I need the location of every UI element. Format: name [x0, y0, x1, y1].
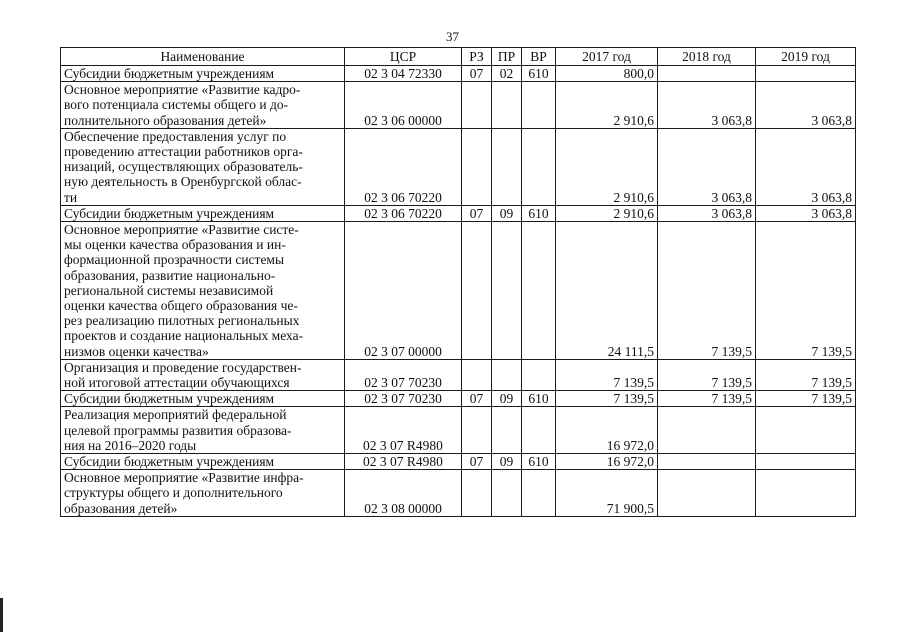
row-name-line: Основное мероприятие «Развитие инфра- [64, 470, 304, 486]
row-vr [522, 470, 556, 517]
row-name-line: низмов оценки качества» [64, 343, 209, 359]
row-name [61, 391, 345, 407]
row-2017: 16 972,0 [556, 454, 658, 470]
row-vr [522, 222, 556, 360]
row-vr [522, 359, 556, 390]
row-2017: 2 910,6 [556, 82, 658, 129]
header-vr: ВР [522, 48, 556, 66]
row-2017: 24 111,5 [556, 222, 658, 360]
row-name-line: полнительного образования детей» [64, 112, 267, 128]
row-name-line: проведению аттестации работников орга- [64, 144, 303, 160]
row-name-line: низаций, осуществляющих образователь- [64, 159, 303, 175]
row-name-line: Субсидии бюджетным учреждениям [64, 66, 275, 81]
row-name-line: мы оценки качества образования и ин- [64, 237, 286, 253]
row-name-line: оценки качества общего образования че- [64, 298, 298, 314]
row-2017: 71 900,5 [556, 470, 658, 517]
table-body [61, 66, 856, 517]
row-vr [522, 128, 556, 205]
row-2019 [756, 470, 856, 517]
row-rz: 07 [462, 66, 492, 82]
table-row [61, 205, 856, 221]
row-2017: 7 139,5 [556, 391, 658, 407]
row-name-line: ния на 2016–2020 годы [64, 437, 197, 453]
row-csr: 02 3 06 70220 [345, 205, 462, 221]
row-vr: 610 [522, 454, 556, 470]
row-vr: 610 [522, 391, 556, 407]
row-name-line: образования детей» [64, 500, 178, 516]
header-name: Наименование [61, 48, 345, 66]
row-vr [522, 407, 556, 454]
row-name-line: формационной прозрачности системы [64, 252, 285, 268]
header-2019: 2019 год [756, 48, 856, 66]
budget-table [60, 47, 856, 517]
table-row [61, 391, 856, 407]
row-2018: 3 063,8 [658, 128, 756, 205]
row-2018: 7 139,5 [658, 359, 756, 390]
row-name-line: Реализация мероприятий федеральной [64, 407, 287, 423]
row-2018 [658, 454, 756, 470]
row-name-line: ной итоговой аттестации обучающихся [64, 375, 290, 391]
row-name-line: вого потенциала системы общего и до- [64, 97, 289, 113]
row-name-line: Основное мероприятие «Развитие кадро- [64, 82, 301, 98]
row-pr: 09 [492, 391, 522, 407]
row-2018 [658, 407, 756, 454]
header-2018: 2018 год [658, 48, 756, 66]
row-name-line: проектов и создание национальных меха- [64, 328, 304, 344]
row-pr: 09 [492, 205, 522, 221]
table-row [61, 82, 856, 129]
row-rz: 07 [462, 391, 492, 407]
row-rz [462, 359, 492, 390]
row-pr [492, 128, 522, 205]
row-rz [462, 470, 492, 517]
table-row [61, 222, 856, 360]
table-row [61, 470, 856, 517]
row-2019: 7 139,5 [756, 359, 856, 390]
row-name [61, 359, 345, 390]
row-pr [492, 470, 522, 517]
row-rz: 07 [462, 205, 492, 221]
row-name-line: рез реализацию пилотных региональных [64, 313, 300, 329]
row-name-line: Основное мероприятие «Развитие систе- [64, 222, 299, 238]
header-rz: РЗ [462, 48, 492, 66]
row-2018: 7 139,5 [658, 391, 756, 407]
row-name [61, 82, 345, 129]
row-name-line: региональной системы независимой [64, 282, 274, 298]
table-row [61, 66, 856, 82]
row-name-line: Субсидии бюджетным учреждениям [64, 454, 275, 470]
row-name [61, 128, 345, 205]
header-csr: ЦСР [345, 48, 462, 66]
row-pr [492, 82, 522, 129]
row-pr: 02 [492, 66, 522, 82]
row-name-line: Субсидии бюджетным учреждениям [64, 391, 275, 407]
row-csr: 02 3 07 70230 [345, 391, 462, 407]
row-name [61, 66, 345, 82]
row-csr: 02 3 06 70220 [345, 128, 462, 205]
row-2017: 7 139,5 [556, 359, 658, 390]
table-row [61, 454, 856, 470]
row-2019: 7 139,5 [756, 222, 856, 360]
row-2018 [658, 470, 756, 517]
row-name [61, 454, 345, 470]
row-csr: 02 3 07 R4980 [345, 454, 462, 470]
row-2019 [756, 66, 856, 82]
row-name-line: образования, развитие национально- [64, 267, 276, 283]
row-2019: 7 139,5 [756, 391, 856, 407]
row-2018: 7 139,5 [658, 222, 756, 360]
scan-edge-mark [0, 598, 3, 632]
row-rz [462, 222, 492, 360]
row-vr [522, 82, 556, 129]
header-2017: 2017 год [556, 48, 658, 66]
row-vr: 610 [522, 66, 556, 82]
row-2018 [658, 66, 756, 82]
row-csr: 02 3 06 00000 [345, 82, 462, 129]
row-name [61, 407, 345, 454]
row-2017: 800,0 [556, 66, 658, 82]
row-csr: 02 3 08 00000 [345, 470, 462, 517]
row-2018: 3 063,8 [658, 82, 756, 129]
table-row [61, 359, 856, 390]
row-vr: 610 [522, 205, 556, 221]
table-row [61, 407, 856, 454]
row-rz: 07 [462, 454, 492, 470]
row-csr: 02 3 07 70230 [345, 359, 462, 390]
header-row [61, 48, 856, 66]
page-number: 37 [446, 29, 459, 44]
row-pr [492, 359, 522, 390]
row-name [61, 205, 345, 221]
row-name-line: Субсидии бюджетным учреждениям [64, 205, 275, 221]
row-name [61, 470, 345, 517]
row-2019 [756, 454, 856, 470]
row-name-line: Организация и проведение государствен- [64, 359, 302, 375]
row-name-line: ти [64, 189, 78, 205]
row-csr: 02 3 04 72330 [345, 66, 462, 82]
row-2017: 16 972,0 [556, 407, 658, 454]
row-name-line: целевой программы развития образова- [64, 422, 292, 438]
row-2017: 2 910,6 [556, 205, 658, 221]
row-name-line: ную деятельность в Оренбургской облас- [64, 174, 302, 190]
row-pr [492, 407, 522, 454]
row-name-line: Обеспечение предоставления услуг по [64, 128, 287, 144]
row-2018: 3 063,8 [658, 205, 756, 221]
row-rz [462, 128, 492, 205]
row-pr: 09 [492, 454, 522, 470]
row-csr: 02 3 07 00000 [345, 222, 462, 360]
row-name [61, 222, 345, 360]
row-2019: 3 063,8 [756, 205, 856, 221]
table-row [61, 128, 856, 205]
row-csr: 02 3 07 R4980 [345, 407, 462, 454]
row-rz [462, 82, 492, 129]
row-rz [462, 407, 492, 454]
row-pr [492, 222, 522, 360]
row-name-line: структуры общего и дополнительного [64, 485, 283, 501]
row-2017: 2 910,6 [556, 128, 658, 205]
row-2019: 3 063,8 [756, 128, 856, 205]
row-2019 [756, 407, 856, 454]
row-2019: 3 063,8 [756, 82, 856, 129]
header-pr: ПР [492, 48, 522, 66]
